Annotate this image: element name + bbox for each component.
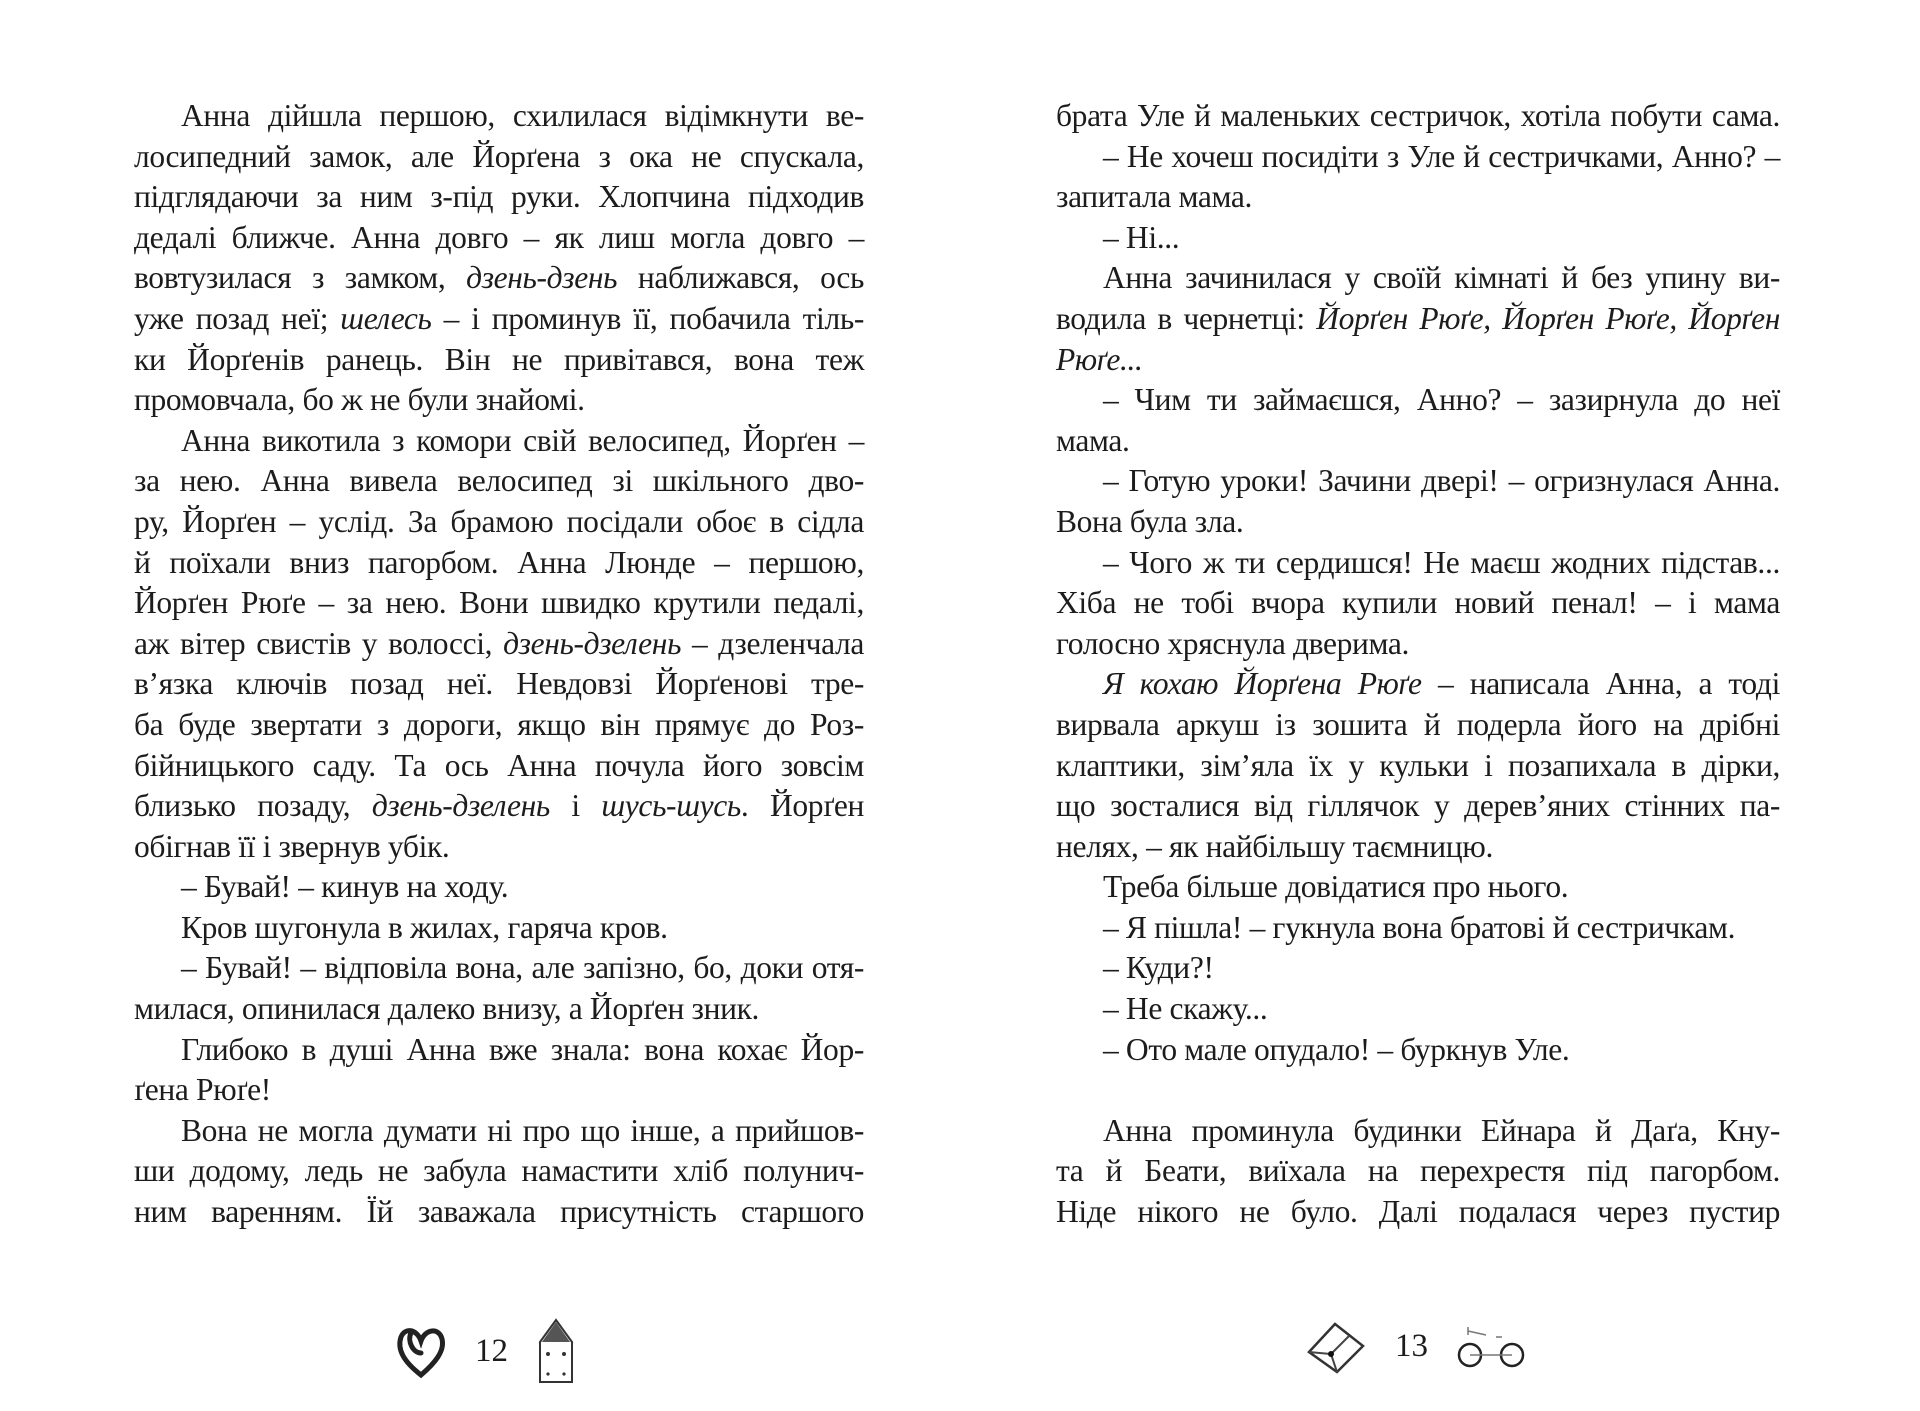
- text-segment: – написала Анна, а тоді: [1421, 666, 1781, 702]
- text-segment: голосно хряснула дверима.: [1056, 625, 1410, 661]
- text-segment: – Я пішла! – гукнула вона братові й сестричкам.: [1103, 909, 1736, 945]
- text-line: [134, 177, 864, 218]
- text-segment: запитала мама.: [1056, 179, 1253, 215]
- text-line: [1056, 989, 1780, 1030]
- text-line: [1056, 827, 1780, 868]
- text-line: [1056, 543, 1780, 584]
- text-line: [134, 340, 864, 381]
- page-number: 12: [475, 1332, 508, 1369]
- text-line: [134, 827, 864, 868]
- text-segment: – Чим ти займаєшся, Анно? – зазирнула до неї: [1103, 382, 1780, 418]
- text-line: [1056, 96, 1780, 137]
- text-segment: – Не скажу...: [1103, 991, 1268, 1027]
- envelope-icon: [1305, 1318, 1367, 1374]
- text-line: [134, 948, 864, 989]
- text-line: [134, 1030, 864, 1071]
- left-page-footer: [395, 1318, 576, 1384]
- text-line: [134, 908, 864, 949]
- house-icon: [536, 1318, 576, 1384]
- text-line: [1056, 502, 1780, 543]
- text-segment: ним варенням. Їй заважала присутність старшого: [134, 1194, 864, 1230]
- text-line: [1056, 1070, 1780, 1111]
- text-segment: Хіба не тобі вчора купили новий пенал! – і мама: [1056, 585, 1780, 621]
- text-segment: Анна викотила з комори свій велосипед, Йорґен –: [181, 422, 864, 458]
- text-line: [134, 989, 864, 1030]
- text-line: [1056, 421, 1780, 462]
- text-segment: ґена Рюґе!: [134, 1072, 271, 1108]
- text-segment: Йорґен Рюґе – за нею. Вони швидко крутили педалі,: [134, 585, 864, 621]
- text-line: [134, 664, 864, 705]
- text-segment: – Чого ж ти сердишся! Не маєш жодних підстав...: [1103, 544, 1780, 580]
- text-segment: в’язка ключів позад неї. Невдовзі Йорґенові тре-: [134, 666, 864, 702]
- text-line: [1056, 137, 1780, 178]
- text-line: [134, 705, 864, 746]
- text-line: [134, 299, 864, 340]
- text-segment: – дзеленчала: [681, 625, 864, 661]
- text-line: [134, 1111, 864, 1152]
- text-segment: – Бувай! – кинув на ходу.: [181, 869, 509, 905]
- text-line: [134, 746, 864, 787]
- text-line: [1056, 1111, 1780, 1152]
- text-line: [1056, 461, 1780, 502]
- text-segment: водила в чернетці:: [1056, 300, 1317, 336]
- text-line: [134, 380, 864, 421]
- text-segment: брата Уле й маленьких сестричок, хотіла побути сама.: [1056, 98, 1780, 133]
- text-segment: нелях, – як найбільшу таємницю.: [1056, 828, 1493, 864]
- italic-text: Рюґе...: [1056, 341, 1143, 377]
- text-line: [1056, 1151, 1780, 1192]
- text-segment: Глибоко в душі Анна вже знала: вона кохає Йор-: [181, 1031, 864, 1067]
- text-segment: й поїхали вниз пагорбом. Анна Люнде – першою,: [134, 544, 864, 580]
- text-segment: за нею. Анна вивела велосипед зі шкільного дво-: [134, 463, 864, 499]
- text-line: [1056, 705, 1780, 746]
- text-line: [1056, 664, 1780, 705]
- text-segment: вовтузилася з замком,: [134, 260, 467, 296]
- text-line: [134, 1070, 864, 1111]
- text-line: [1056, 218, 1780, 259]
- italic-text: шусь-шусь: [601, 788, 741, 824]
- text-line: [134, 543, 864, 584]
- text-line: [1056, 583, 1780, 624]
- text-line: [134, 1151, 864, 1192]
- text-line: [1056, 867, 1780, 908]
- text-segment: підглядаючи за ним з-під руки. Хлопчина підходив: [134, 179, 864, 215]
- text-segment: Анна проминула будинки Ейнара й Даґа, Кну-: [1103, 1112, 1780, 1148]
- text-line: [134, 867, 864, 908]
- italic-text: шелесь: [340, 300, 432, 336]
- text-segment: мама.: [1056, 422, 1130, 458]
- text-segment: дедалі ближче. Анна довго – як лиш могла довго –: [134, 219, 864, 255]
- text-segment: наближався, ось: [617, 260, 864, 296]
- text-line: [134, 624, 864, 665]
- text-segment: що зосталися від гіллячок у дерев’яних стінних па-: [1056, 788, 1780, 824]
- italic-text: дзень-дзелень: [371, 788, 550, 824]
- text-line: [1056, 340, 1780, 381]
- text-line: [1056, 1192, 1780, 1233]
- italic-text: дзень-дзень: [466, 260, 618, 296]
- text-line: [134, 218, 864, 259]
- text-line: [134, 583, 864, 624]
- text-segment: Анна дійшла першою, схилилася відімкнути ве-: [181, 98, 864, 133]
- text-segment: – Ото мале опудало! – буркнув Уле.: [1103, 1031, 1570, 1067]
- text-segment: обігнав її і звернув убік.: [134, 828, 450, 864]
- right-page-footer: [1305, 1318, 1528, 1374]
- text-segment: Ніде нікого не було. Далі подалася через пустир: [1056, 1194, 1780, 1230]
- text-line: [134, 502, 864, 543]
- text-line: [1056, 258, 1780, 299]
- text-segment: і: [549, 788, 602, 824]
- text-line: [134, 137, 864, 178]
- text-segment: бійницького саду. Та ось Анна почула його зовсім: [134, 747, 864, 783]
- text-line: [134, 786, 864, 827]
- text-segment: Треба більше довідатися про нього.: [1103, 869, 1569, 905]
- text-line: [1056, 908, 1780, 949]
- text-line: [134, 421, 864, 462]
- text-segment: – Ні...: [1103, 219, 1180, 255]
- text-segment: промовчала, бо ж не були знайомі.: [134, 382, 585, 418]
- text-segment: уже позад неї;: [134, 300, 341, 336]
- text-segment: вирвала аркуш із зошита й подерла його на дрібні: [1056, 706, 1780, 742]
- text-line: [1056, 380, 1780, 421]
- text-segment: – Готую уроки! Зачини двері! – огризнулася Анна.: [1103, 463, 1780, 499]
- italic-text: Я кохаю Йорґена Рюґе: [1103, 666, 1422, 702]
- text-line: [134, 258, 864, 299]
- text-segment: – Не хочеш посидіти з Уле й сестричками, Анно? –: [1103, 138, 1780, 174]
- text-segment: аж вітер свистів у волоссі,: [134, 625, 504, 661]
- left-page-text: [134, 96, 864, 1233]
- text-line: [1056, 1030, 1780, 1071]
- text-segment: – Куди?!: [1103, 950, 1214, 986]
- text-segment: Вона була зла.: [1056, 503, 1244, 539]
- text-line: [1056, 299, 1780, 340]
- text-segment: лосипедний замок, але Йорґена з ока не спускала,: [134, 138, 864, 174]
- text-segment: – і проминув її, побачила тіль-: [431, 300, 864, 336]
- text-segment: близько позаду,: [134, 788, 372, 824]
- italic-text: Йорґен Рюґе, Йорґен Рюґе, Йорґен: [1316, 300, 1780, 336]
- text-line: [1056, 624, 1780, 665]
- text-segment: Кров шугонула в жилах, гаряча кров.: [181, 909, 668, 945]
- page-number: 13: [1395, 1327, 1428, 1364]
- text-segment: клаптики, зім’яла їх у кульки і позапихала в дірки,: [1056, 747, 1780, 783]
- text-segment: ру, Йорґен – услід. За брамою посідали обоє в сідла: [134, 503, 864, 539]
- heart-icon: [395, 1323, 447, 1379]
- text-line: [1056, 177, 1780, 218]
- text-line: [134, 1192, 864, 1233]
- text-segment: – Бувай! – відповіла вона, але запізно, бо, доки отя-: [181, 950, 864, 986]
- text-segment: Анна зачинилася у своїй кімнаті й без упину ви-: [1103, 260, 1780, 296]
- text-line: [134, 461, 864, 502]
- text-line: [1056, 948, 1780, 989]
- text-line: [1056, 786, 1780, 827]
- italic-text: дзень-дзелень: [503, 625, 682, 661]
- text-segment: милася, опинилася далеко внизу, а Йорґен зник.: [134, 991, 760, 1027]
- text-line: [1056, 746, 1780, 787]
- text-segment: ши додому, ледь не забула намастити хліб полунич-: [134, 1153, 864, 1189]
- right-page-text: [1056, 96, 1780, 1233]
- bicycle-icon: [1456, 1321, 1528, 1371]
- text-segment: ки Йорґенів ранець. Він не привітався, вона теж: [134, 341, 864, 377]
- text-segment: Вона не могла думати ні про що інше, а прийшов-: [181, 1112, 864, 1148]
- text-line: [134, 96, 864, 137]
- text-segment: ба буде звертати з дороги, якщо він прямує до Роз-: [134, 706, 864, 742]
- text-segment: та й Беати, виїхала на перехрестя під пагорбом.: [1056, 1153, 1780, 1189]
- text-segment: . Йорґен: [740, 788, 865, 824]
